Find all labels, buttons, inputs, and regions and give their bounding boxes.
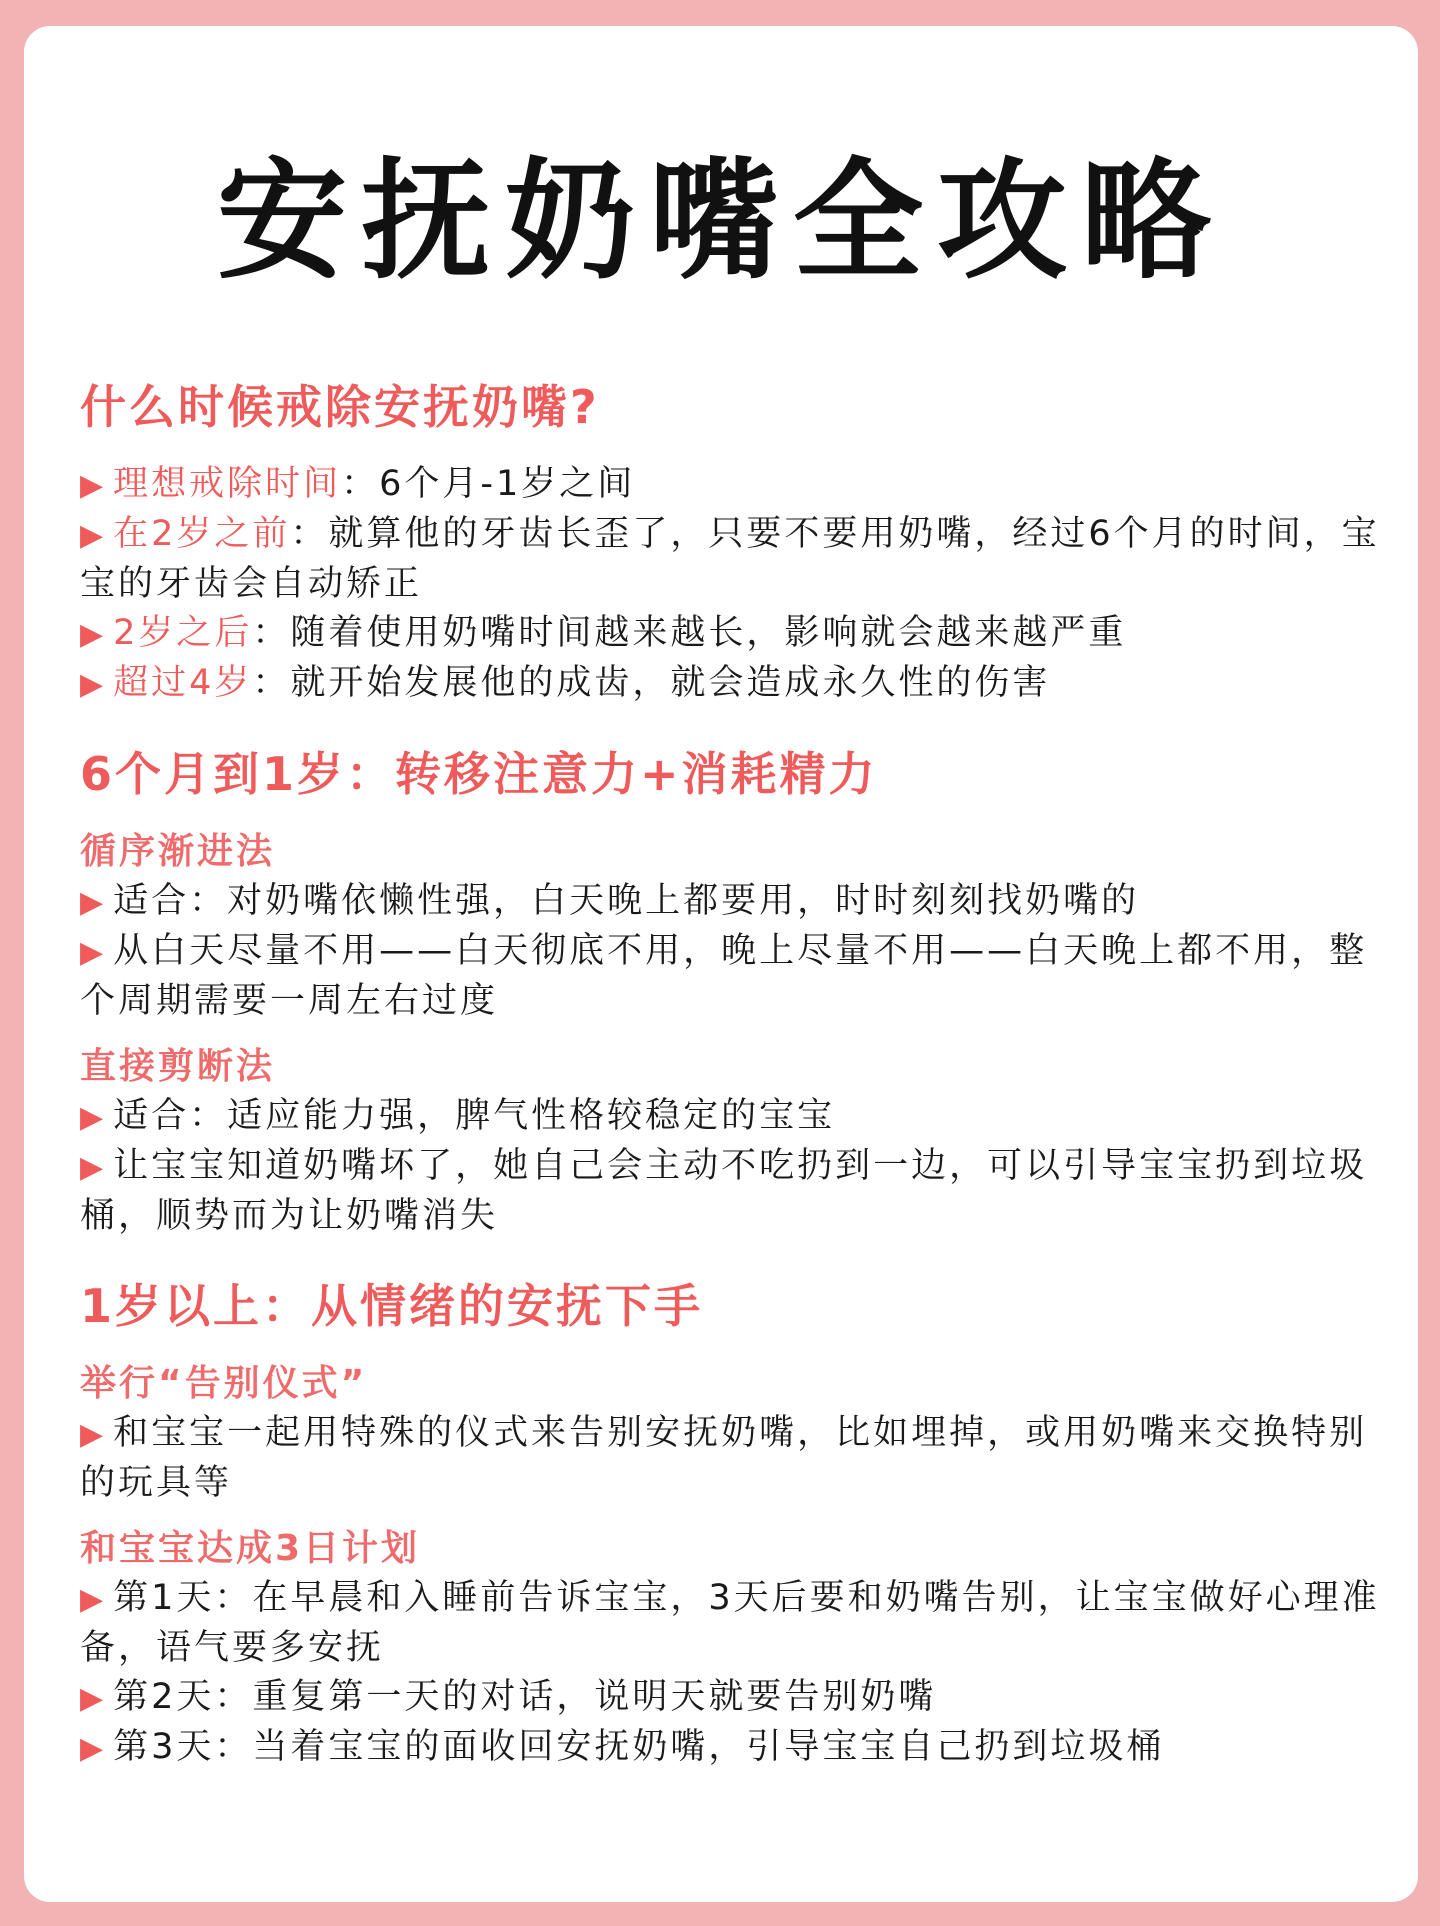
section-over-1y-heading: 1岁以上：从情绪的安抚下手	[80, 1279, 704, 1333]
item-text: 适合：适应能力强，脾气性格较稳定的宝宝	[113, 1096, 836, 1136]
list-item	[80, 1574, 1380, 1673]
method-gradual-title: 循序渐进法	[80, 831, 276, 872]
item-text: 第3天：当着宝宝的面收回安抚奶嘴，引导宝宝自己扔到垃圾桶	[113, 1727, 1165, 1767]
method-ceremony-list	[80, 1409, 1380, 1508]
item-text: 从白天尽量不用——白天彻底不用，晚上尽量不用——白天晚上都不用，整个周期需要一周左右过度	[80, 931, 1368, 1021]
list-item	[80, 927, 1380, 1026]
item-keyword: 理想戒除时间	[113, 464, 342, 504]
item-text: 让宝宝知道奶嘴坏了，她自己会主动不吃扔到一边，可以引导宝宝扔到垃圾桶，顺势而为让奶嘴消失	[80, 1146, 1368, 1236]
method-3day-plan-title: 和宝宝达成3日计划	[80, 1528, 421, 1569]
item-text: 和宝宝一起用特殊的仪式来告别安抚奶嘴，比如埋掉，或用奶嘴来交换特别的玩具等	[80, 1413, 1368, 1503]
list-item	[80, 1409, 1380, 1508]
triangle-bullet-icon: ▶	[80, 1100, 104, 1135]
list-item: ▶ 2岁之后：随着使用奶嘴时间越来越长，影响就会越来越严重	[80, 609, 1380, 659]
triangle-bullet-icon: ▶	[80, 1681, 104, 1716]
list-item	[80, 877, 1380, 927]
method-gradual-list	[80, 877, 1380, 1026]
list-item	[80, 1673, 1380, 1723]
triangle-bullet-icon: ▶	[80, 1150, 104, 1185]
item-text: 随着使用奶嘴时间越来越长，影响就会越来越严重	[290, 613, 1127, 653]
list-item	[80, 1142, 1380, 1241]
when-to-quit-list	[80, 460, 1380, 709]
item-text: 就算他的牙齿长歪了，只要不要用奶嘴，经过6个月的时间，宝宝的牙齿会自动矫正	[80, 514, 1380, 604]
triangle-bullet-icon: ▶	[80, 518, 104, 553]
article-body	[80, 376, 1380, 1773]
item-keyword: 2岁之后	[113, 613, 253, 653]
triangle-bullet-icon: ▶	[80, 667, 104, 702]
triangle-bullet-icon: ▶	[80, 617, 104, 652]
list-item: ▶ 在2岁之前：就算他的牙齿长歪了，只要不要用奶嘴，经过6个月的时间，宝宝的牙齿会自动矫正	[80, 510, 1380, 609]
item-keyword: 超过4岁	[113, 663, 253, 703]
triangle-bullet-icon: ▶	[80, 885, 104, 920]
list-item	[80, 1092, 1380, 1142]
triangle-bullet-icon: ▶	[80, 468, 104, 503]
item-text: 适合：对奶嘴依懒性强，白天晚上都要用，时时刻刻找奶嘴的	[113, 881, 1140, 921]
triangle-bullet-icon: ▶	[80, 1417, 104, 1452]
page-title: 安抚奶嘴全攻略	[216, 145, 1225, 297]
list-item	[80, 1723, 1380, 1773]
list-item: ▶ 超过4岁：就开始发展他的成齿，就会造成永久性的伤害	[80, 659, 1380, 709]
section-6m-to-1y-heading: 6个月到1岁：转移注意力+消耗精力	[80, 747, 878, 801]
method-cut-list	[80, 1092, 1380, 1241]
method-3day-plan-list	[80, 1574, 1380, 1773]
item-text: 第2天：重复第一天的对话，说明天就要告别奶嘴	[113, 1677, 937, 1717]
item-keyword: 在2岁之前	[113, 514, 291, 554]
item-text: 第1天：在早晨和入睡前告诉宝宝，3天后要和奶嘴告别，让宝宝做好心理准备，语气要多安抚	[80, 1578, 1380, 1668]
item-text: 6个月-1岁之间	[379, 464, 636, 504]
triangle-bullet-icon: ▶	[80, 1582, 104, 1617]
method-ceremony-title: 举行“告别仪式”	[80, 1363, 368, 1404]
item-text: 就开始发展他的成齿，就会造成永久性的伤害	[290, 663, 1051, 703]
list-item: ▶ 理想戒除时间：6个月-1岁之间	[80, 460, 1380, 510]
method-cut-title: 直接剪断法	[80, 1046, 276, 1087]
triangle-bullet-icon: ▶	[80, 935, 104, 970]
triangle-bullet-icon: ▶	[80, 1731, 104, 1766]
section-when-to-quit-heading: 什么时候戒除安抚奶嘴?	[80, 380, 600, 434]
content-card	[24, 26, 1418, 1902]
